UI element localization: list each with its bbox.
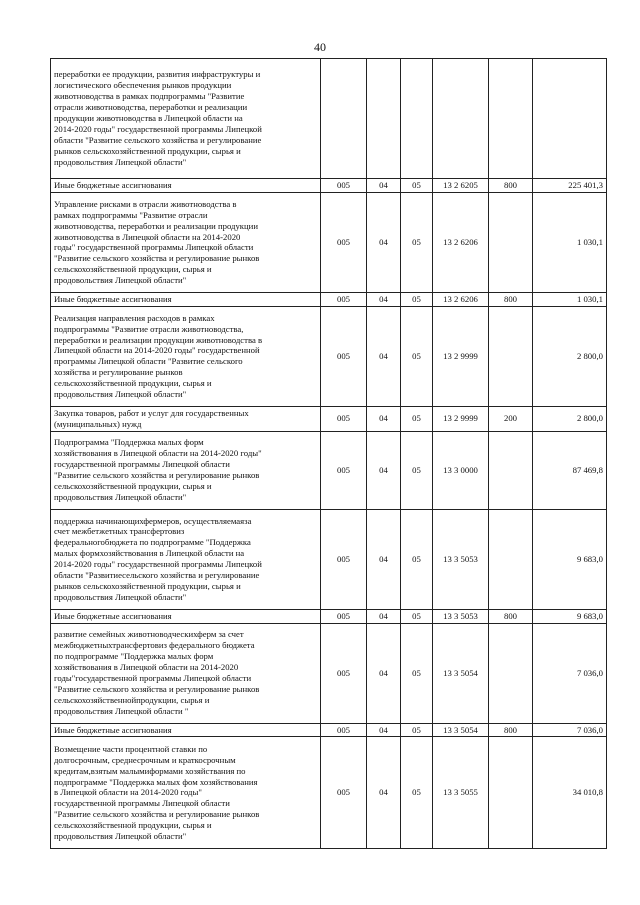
row-expense-type: 800 xyxy=(489,723,533,737)
row-description: Иные бюджетные ассигнования xyxy=(51,723,321,737)
row-amount xyxy=(533,59,607,179)
row-target-article: 13 2 6206 xyxy=(433,292,489,306)
row-section: 04 xyxy=(367,609,401,623)
row-expense-type: 800 xyxy=(489,179,533,193)
row-subsection: 05 xyxy=(401,509,433,609)
row-section: 04 xyxy=(367,737,401,849)
row-description: Возмещение части процентной ставки по долгосрочным, среднесрочным и краткосрочным кредитам,взятым малымиформами хозяйствания по подпрограмме "Поддержка малых фом хозяйствования в Липецкой области на 2014-2020 годы" государственной программы Липецкой области "Развитие сельского хозяйства и регулирование рынков сельскохозяйственной продукции, сырья и продовольствия Липецкой области" xyxy=(51,737,321,849)
row-subsection: 05 xyxy=(401,609,433,623)
row-section: 04 xyxy=(367,179,401,193)
row-expense-type xyxy=(489,737,533,849)
row-target-article: 13 3 5054 xyxy=(433,723,489,737)
row-admin-code: 005 xyxy=(321,292,367,306)
row-description: Подпрограмма "Поддержка малых форм хозяйствования в Липецкой области на 2014-2020 годы" государственной программы Липецкой области "Развитие сельского хозяйства и регулирование рынков сельскохозяйственной продукции, сырья и продовольствия Липецкой области" xyxy=(51,431,321,509)
row-amount: 9 683,0 xyxy=(533,509,607,609)
row-section: 04 xyxy=(367,406,401,431)
row-subsection: 05 xyxy=(401,431,433,509)
row-target-article: 13 3 5054 xyxy=(433,623,489,723)
page-number: 40 xyxy=(314,40,326,54)
row-amount: 7 036,0 xyxy=(533,623,607,723)
row-target-article: 13 2 6205 xyxy=(433,179,489,193)
row-amount: 87 469,8 xyxy=(533,431,607,509)
row-expense-type xyxy=(489,306,533,406)
row-section: 04 xyxy=(367,292,401,306)
row-description: Иные бюджетные ассигнования xyxy=(51,609,321,623)
row-admin-code: 005 xyxy=(321,431,367,509)
table-row xyxy=(51,623,607,723)
row-subsection xyxy=(401,59,433,179)
row-expense-type xyxy=(489,431,533,509)
row-description: развитие семейных животноводческихферм за счет межбюджетныхтрансфертовиз федерального бюджета по подпрограмме "Поддержка малых форм хозяйствования в Липецкой области на 2014-2020 годы"государственной программы Липецкой области "Развитие сельского хозяйства и регулирование рынков сельскохозяйственнойпродукции, сырья и продовольствия Липецкой области " xyxy=(51,623,321,723)
row-subsection: 05 xyxy=(401,192,433,292)
row-admin-code: 005 xyxy=(321,406,367,431)
row-admin-code: 005 xyxy=(321,737,367,849)
row-subsection: 05 xyxy=(401,306,433,406)
row-expense-type xyxy=(489,59,533,179)
row-description: переработки ее продукции, развития инфраструктуры и логистического обеспечения рынков продукции животноводства в рамках подпрограммы "Развитие отрасли животноводства, переработки и реализации продукции животноводства в Липецкой области на 2014-2020 годы" государственной программы Липецкой области "Развитие сельского хозяйства и регулирование рынков сельскохозяйственной продукции, сырья и продовольствия Липецкой области" xyxy=(51,59,321,179)
table-row xyxy=(51,431,607,509)
row-admin-code: 005 xyxy=(321,306,367,406)
row-section: 04 xyxy=(367,431,401,509)
row-admin-code: 005 xyxy=(321,192,367,292)
row-subsection: 05 xyxy=(401,623,433,723)
row-expense-type: 200 xyxy=(489,406,533,431)
table-row xyxy=(51,306,607,406)
row-admin-code: 005 xyxy=(321,723,367,737)
row-admin-code: 005 xyxy=(321,509,367,609)
row-description: Управление рисками в отрасли животноводства в рамках подпрограммы "Развитие отрасли животноводства, переработки и реализации продукции животноводства в Липецкой области на 2014-2020 годы" государственной программы Липецкой области "Развитие сельского хозяйства и регулирование рынков сельскохозяйственной продукции, сырья и продовольствия Липецкой области" xyxy=(51,192,321,292)
table-row xyxy=(51,59,607,179)
row-section: 04 xyxy=(367,509,401,609)
row-target-article: 13 2 6206 xyxy=(433,192,489,292)
table-row xyxy=(51,179,607,193)
row-target-article: 13 2 9999 xyxy=(433,406,489,431)
row-subsection: 05 xyxy=(401,406,433,431)
row-amount: 1 030,1 xyxy=(533,192,607,292)
row-admin-code xyxy=(321,59,367,179)
row-amount: 7 036,0 xyxy=(533,723,607,737)
row-expense-type xyxy=(489,509,533,609)
budget-table-body xyxy=(51,59,607,849)
row-expense-type xyxy=(489,192,533,292)
row-section: 04 xyxy=(367,306,401,406)
row-description: Иные бюджетные ассигнования xyxy=(51,292,321,306)
row-section: 04 xyxy=(367,623,401,723)
row-subsection: 05 xyxy=(401,723,433,737)
row-admin-code: 005 xyxy=(321,623,367,723)
row-description: Иные бюджетные ассигнования xyxy=(51,179,321,193)
table-row xyxy=(51,737,607,849)
row-target-article: 13 2 9999 xyxy=(433,306,489,406)
row-amount: 34 010,8 xyxy=(533,737,607,849)
row-amount: 225 401,3 xyxy=(533,179,607,193)
row-description: Реализация направления расходов в рамках подпрограммы "Развитие отрасли животноводства, переработки и реализации продукции животноводства в Липецкой области на 2014-2020 годы" государственной программы Липецкой области "Развитие сельского хозяйства и регулирование рынков сельскохозяйственной продукции, сырья и продовольствия Липецкой области" xyxy=(51,306,321,406)
row-amount: 2 800,0 xyxy=(533,406,607,431)
table-row xyxy=(51,609,607,623)
table-row xyxy=(51,509,607,609)
row-target-article: 13 3 5053 xyxy=(433,509,489,609)
row-admin-code: 005 xyxy=(321,609,367,623)
row-amount: 9 683,0 xyxy=(533,609,607,623)
row-section: 04 xyxy=(367,192,401,292)
row-target-article: 13 3 5053 xyxy=(433,609,489,623)
table-row xyxy=(51,723,607,737)
row-subsection: 05 xyxy=(401,179,433,193)
row-amount: 2 800,0 xyxy=(533,306,607,406)
table-row xyxy=(51,192,607,292)
row-target-article: 13 3 0000 xyxy=(433,431,489,509)
row-amount: 1 030,1 xyxy=(533,292,607,306)
table-row xyxy=(51,406,607,431)
table-row xyxy=(51,292,607,306)
row-description: поддержка начинающихфермеров, осуществляемаяза счет межбетжетных трансфертовиз федеральногобюджета по подпрограмме "Поддержка малых формхозяйствования в Липецкой области на 2014-2020 годы" государственной программы Липецкой области "Развитиесельского хозяйства и регулирование рынков сельскохозяйственной продукции, сырья и продовольствия Липецкой области" xyxy=(51,509,321,609)
row-target-article: 13 3 5055 xyxy=(433,737,489,849)
row-expense-type: 800 xyxy=(489,292,533,306)
row-expense-type: 800 xyxy=(489,609,533,623)
row-target-article xyxy=(433,59,489,179)
row-section xyxy=(367,59,401,179)
row-subsection: 05 xyxy=(401,737,433,849)
row-subsection: 05 xyxy=(401,292,433,306)
row-description: Закупка товаров, работ и услуг для государственных (муниципальных) нужд xyxy=(51,406,321,431)
row-admin-code: 005 xyxy=(321,179,367,193)
row-expense-type xyxy=(489,623,533,723)
budget-table xyxy=(50,58,607,849)
row-section: 04 xyxy=(367,723,401,737)
